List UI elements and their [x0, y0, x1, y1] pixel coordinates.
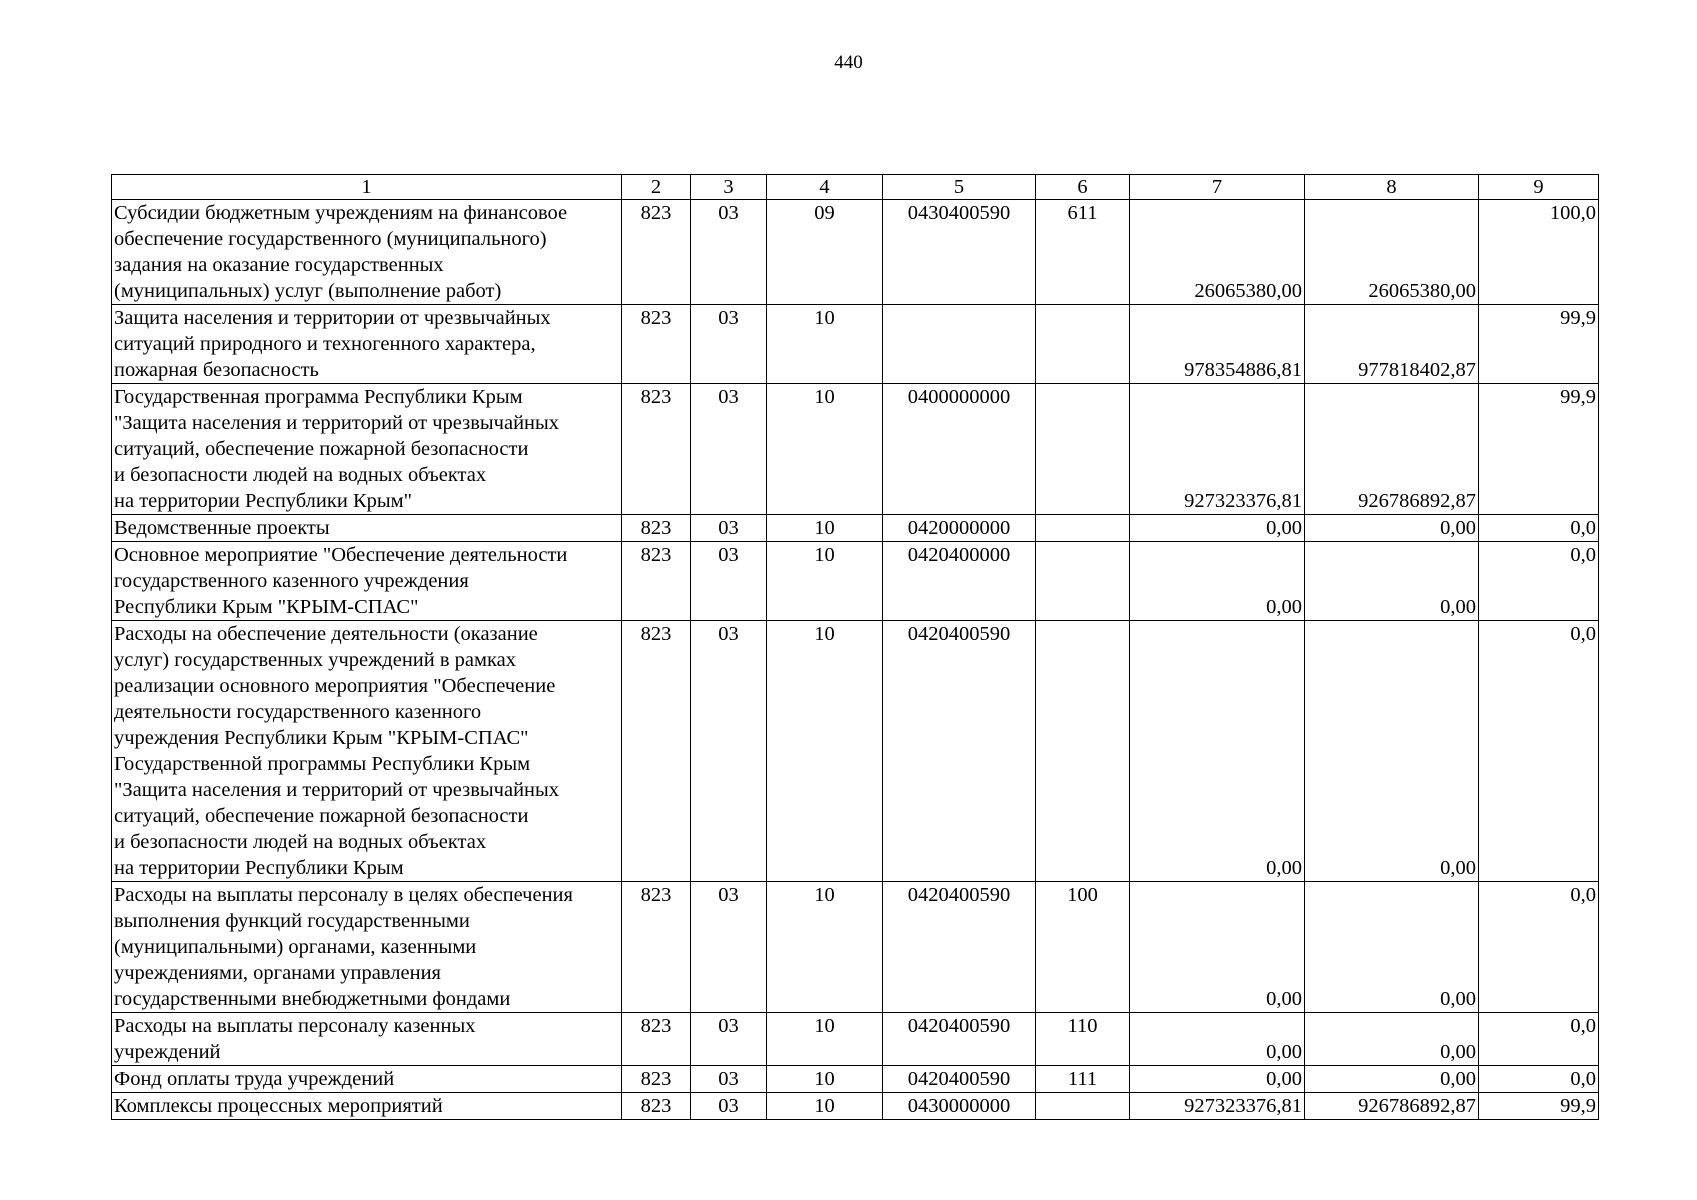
row-name: Субсидии бюджетным учреждениям на финансовое обеспечение государственного (муниципального) задания на оказание государственных (муниципальных) услуг (выполнение работ)	[112, 200, 622, 305]
row-pr: 10	[767, 1013, 883, 1066]
row-name: Ведомственные проекты	[112, 515, 622, 542]
header-cell: 9	[1479, 175, 1599, 200]
row-name: Комплексы процессных мероприятий	[112, 1093, 622, 1120]
header-cell: 7	[1130, 175, 1305, 200]
row-vr: 111	[1036, 1066, 1130, 1093]
row-rz: 03	[691, 384, 767, 515]
row-fact: 926786892,87	[1305, 384, 1479, 515]
row-vr	[1036, 542, 1130, 621]
row-csr: 0400000000	[883, 384, 1036, 515]
row-ved: 823	[622, 200, 691, 305]
row-plan: 978354886,81	[1130, 305, 1305, 384]
table-row	[112, 1066, 1599, 1093]
row-csr	[883, 305, 1036, 384]
row-csr: 0420400590	[883, 882, 1036, 1013]
table-row	[112, 515, 1599, 542]
row-ved: 823	[622, 542, 691, 621]
header-cell: 5	[883, 175, 1036, 200]
row-fact: 0,00	[1305, 515, 1479, 542]
row-plan: 0,00	[1130, 1013, 1305, 1066]
row-name: Расходы на обеспечение деятельности (оказание услуг) государственных учреждений в рамках реализации основного мероприятия "Обеспечение деятельности государственного казенного учреждения Республики Крым "КРЫМ-СПАС" Государственной программы Республики Крым "Защита населения и территорий от чрезвычайных ситуаций, обеспечение пожарной безопасности и безопасности людей на водных объектах на территории Республики Крым	[112, 621, 622, 882]
row-name: Расходы на выплаты персоналу в целях обеспечения выполнения функций государственными (муниципальными) органами, казенными учреждениями, органами управления государственными внебюджетными фондами	[112, 882, 622, 1013]
row-vr: 110	[1036, 1013, 1130, 1066]
row-csr: 0420000000	[883, 515, 1036, 542]
row-csr: 0430400590	[883, 200, 1036, 305]
row-percent: 0,0	[1479, 621, 1599, 882]
row-plan: 927323376,81	[1130, 384, 1305, 515]
row-ved: 823	[622, 621, 691, 882]
row-vr	[1036, 305, 1130, 384]
header-row	[112, 175, 1599, 200]
row-plan: 0,00	[1130, 1066, 1305, 1093]
row-rz: 03	[691, 200, 767, 305]
row-pr: 10	[767, 384, 883, 515]
table-row	[112, 200, 1599, 305]
row-percent: 100,0	[1479, 200, 1599, 305]
row-fact: 926786892,87	[1305, 1093, 1479, 1120]
row-pr: 09	[767, 200, 883, 305]
row-csr: 0420400590	[883, 1066, 1036, 1093]
row-pr: 10	[767, 882, 883, 1013]
row-rz: 03	[691, 542, 767, 621]
header-cell: 1	[112, 175, 622, 200]
row-plan: 927323376,81	[1130, 1093, 1305, 1120]
row-percent: 0,0	[1479, 542, 1599, 621]
row-pr: 10	[767, 1066, 883, 1093]
row-rz: 03	[691, 515, 767, 542]
row-vr	[1036, 515, 1130, 542]
header-cell: 4	[767, 175, 883, 200]
row-ved: 823	[622, 1093, 691, 1120]
budget-table	[111, 174, 1599, 1120]
table-row	[112, 1093, 1599, 1120]
table-row	[112, 1013, 1599, 1066]
row-percent: 0,0	[1479, 882, 1599, 1013]
row-plan: 0,00	[1130, 882, 1305, 1013]
row-ved: 823	[622, 882, 691, 1013]
row-ved: 823	[622, 305, 691, 384]
table-row	[112, 384, 1599, 515]
row-fact: 0,00	[1305, 621, 1479, 882]
row-fact: 0,00	[1305, 1013, 1479, 1066]
row-csr: 0430000000	[883, 1093, 1036, 1120]
table-row	[112, 882, 1599, 1013]
row-csr: 0420400590	[883, 621, 1036, 882]
row-fact: 977818402,87	[1305, 305, 1479, 384]
row-name: Расходы на выплаты персоналу казенных учреждений	[112, 1013, 622, 1066]
header-cell: 8	[1305, 175, 1479, 200]
row-fact: 0,00	[1305, 1066, 1479, 1093]
row-pr: 10	[767, 515, 883, 542]
row-pr: 10	[767, 305, 883, 384]
row-percent: 0,0	[1479, 515, 1599, 542]
row-vr: 611	[1036, 200, 1130, 305]
row-vr	[1036, 1093, 1130, 1120]
row-plan: 0,00	[1130, 542, 1305, 621]
row-percent: 0,0	[1479, 1066, 1599, 1093]
row-rz: 03	[691, 621, 767, 882]
header-cell: 6	[1036, 175, 1130, 200]
row-fact: 0,00	[1305, 882, 1479, 1013]
table-row	[112, 542, 1599, 621]
row-rz: 03	[691, 1013, 767, 1066]
header-cell: 2	[622, 175, 691, 200]
page-number: 440	[834, 52, 863, 73]
row-fact: 0,00	[1305, 542, 1479, 621]
row-plan: 0,00	[1130, 515, 1305, 542]
row-name: Фонд оплаты труда учреждений	[112, 1066, 622, 1093]
row-percent: 99,9	[1479, 305, 1599, 384]
row-csr: 0420400590	[883, 1013, 1036, 1066]
row-vr: 100	[1036, 882, 1130, 1013]
row-ved: 823	[622, 1066, 691, 1093]
table-row	[112, 621, 1599, 882]
row-percent: 99,9	[1479, 1093, 1599, 1120]
row-pr: 10	[767, 621, 883, 882]
row-ved: 823	[622, 1013, 691, 1066]
row-rz: 03	[691, 882, 767, 1013]
row-pr: 10	[767, 542, 883, 621]
row-fact: 26065380,00	[1305, 200, 1479, 305]
row-rz: 03	[691, 305, 767, 384]
header-cell: 3	[691, 175, 767, 200]
row-vr	[1036, 621, 1130, 882]
row-vr	[1036, 384, 1130, 515]
row-name: Защита населения и территории от чрезвычайных ситуаций природного и техногенного характера, пожарная безопасность	[112, 305, 622, 384]
row-percent: 0,0	[1479, 1013, 1599, 1066]
row-name: Основное мероприятие "Обеспечение деятельности государственного казенного учреждения Республики Крым "КРЫМ-СПАС"	[112, 542, 622, 621]
row-ved: 823	[622, 384, 691, 515]
row-name: Государственная программа Республики Крым "Защита населения и территорий от чрезвычайных ситуаций, обеспечение пожарной безопасности и безопасности людей на водных объектах на территории Республики Крым"	[112, 384, 622, 515]
row-rz: 03	[691, 1066, 767, 1093]
table-header	[112, 175, 1599, 200]
row-pr: 10	[767, 1093, 883, 1120]
table-row	[112, 305, 1599, 384]
row-percent: 99,9	[1479, 384, 1599, 515]
row-plan: 26065380,00	[1130, 200, 1305, 305]
row-rz: 03	[691, 1093, 767, 1120]
row-ved: 823	[622, 515, 691, 542]
row-csr: 0420400000	[883, 542, 1036, 621]
row-plan: 0,00	[1130, 621, 1305, 882]
